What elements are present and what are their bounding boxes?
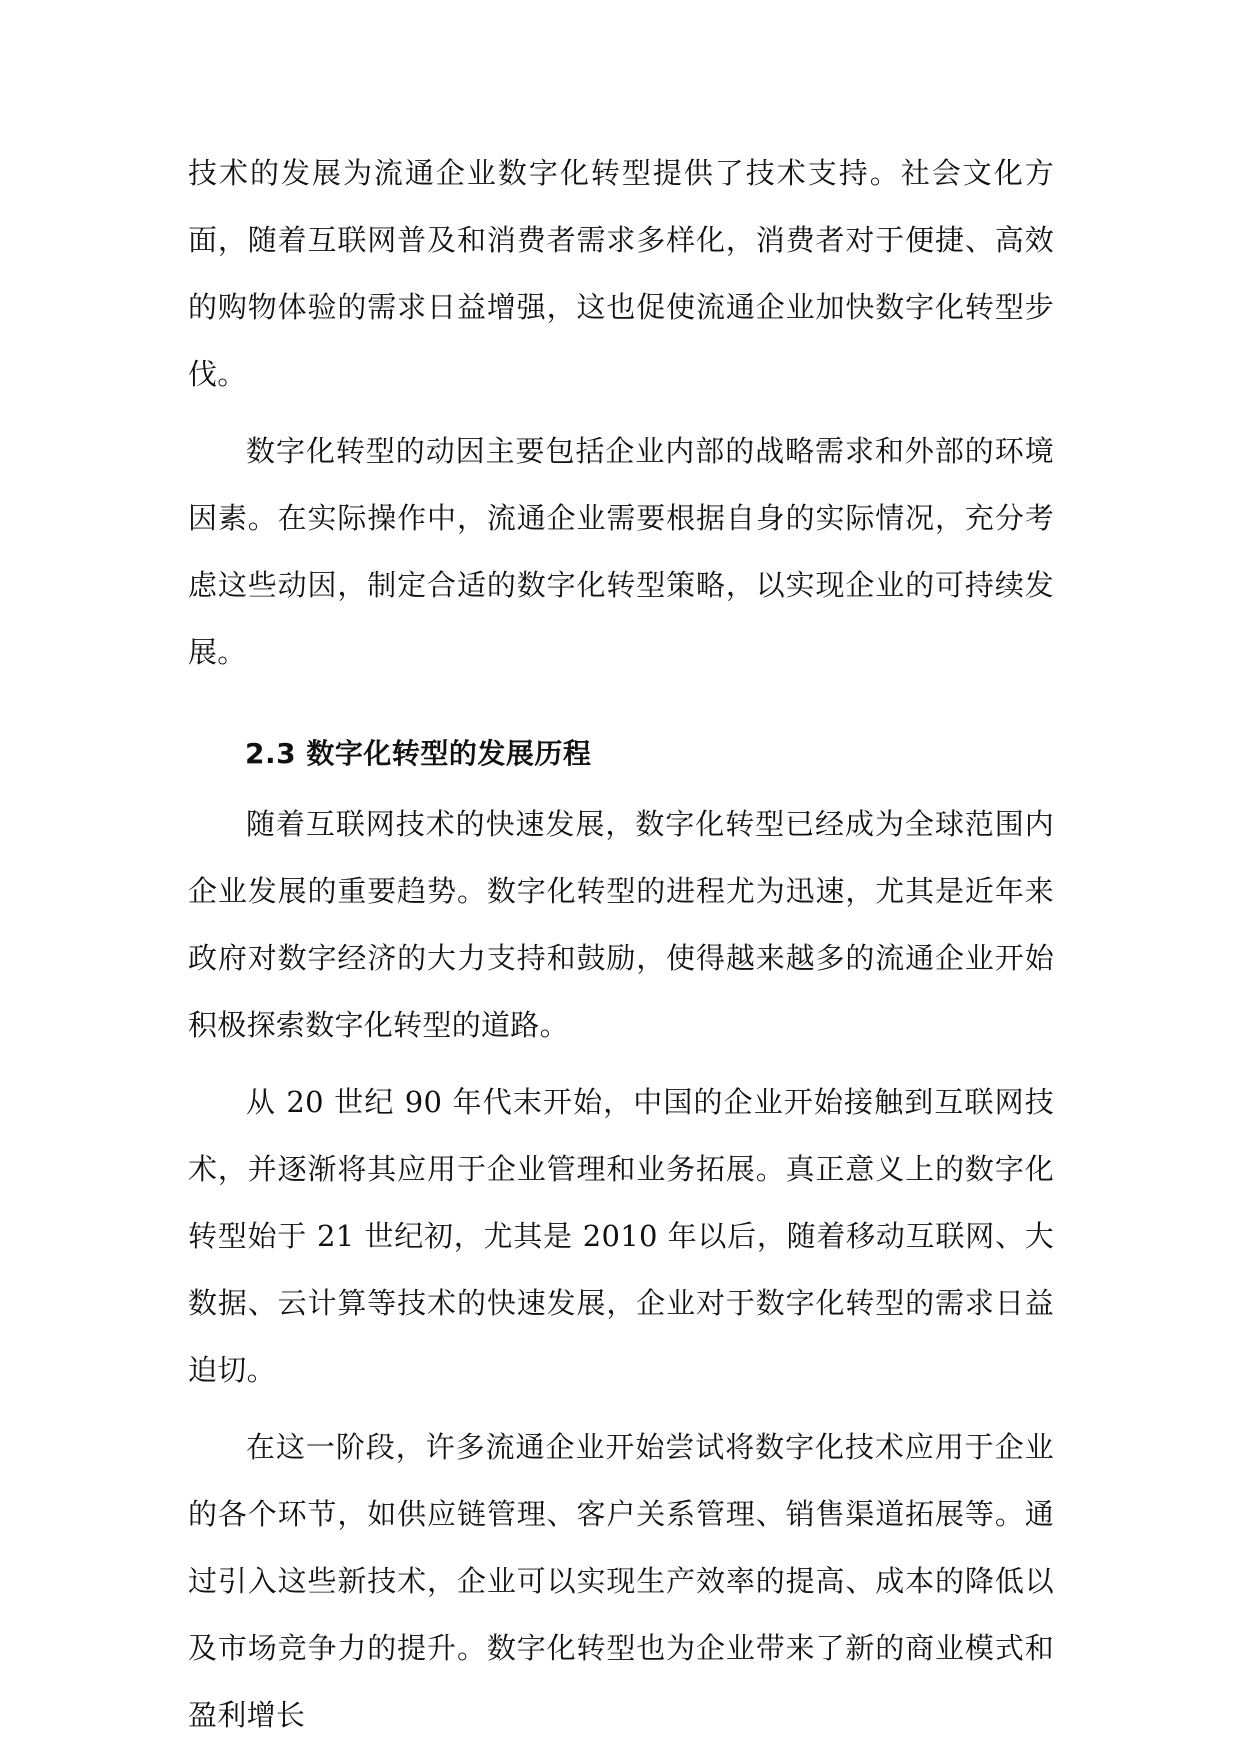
- paragraph-continuation: 技术的发展为流通企业数字化转型提供了技术支持。社会文化方面，随着互联网普及和消费者需求多样化，消费者对于便捷、高效的购物体验的需求日益增强，这也促使流通企业加快数字化转型步伐。: [188, 156, 1054, 391]
- page-content: [188, 140, 1054, 1749]
- paragraph-history: 从 20 世纪 90 年代末开始，中国的企业开始接触到互联网技术，并逐渐将其应用于企业管理和业务拓展。真正意义上的数字化转型始于 21 世纪初，尤其是 2010 年以后，随着移动互联网、大数据、云计算等技术的快速发展，企业对于数字化转型的需求日益迫切。: [188, 1085, 1054, 1387]
- paragraph-trend: 随着互联网技术的快速发展，数字化转型已经成为全球范围内企业发展的重要趋势。数字化转型的进程尤为迅速，尤其是近年来政府对数字经济的大力支持和鼓励，使得越来越多的流通企业开始积极探索数字化转型的道路。: [188, 807, 1054, 1042]
- paragraph-spacer: [188, 408, 1054, 418]
- section-spacer: [188, 686, 1054, 720]
- section-heading: 2.3 数字化转型的发展历程: [245, 737, 592, 770]
- paragraph-motivation-summary: 数字化转型的动因主要包括企业内部的战略需求和外部的环境因素。在实际操作中，流通企业需要根据自身的实际情况，充分考虑这些动因，制定合适的数字化转型策略，以实现企业的可持续发展。: [188, 434, 1054, 669]
- paragraph-spacer: [188, 1404, 1054, 1414]
- paragraph-application: 在这一阶段，许多流通企业开始尝试将数字化技术应用于企业的各个环节，如供应链管理、客户关系管理、销售渠道拓展等。通过引入这些新技术，企业可以实现生产效率的提高、成本的降低以及市场竞争力的提升。数字化转型也为企业带来了新的商业模式和盈利增长: [188, 1430, 1054, 1732]
- paragraph-spacer: [188, 1059, 1054, 1069]
